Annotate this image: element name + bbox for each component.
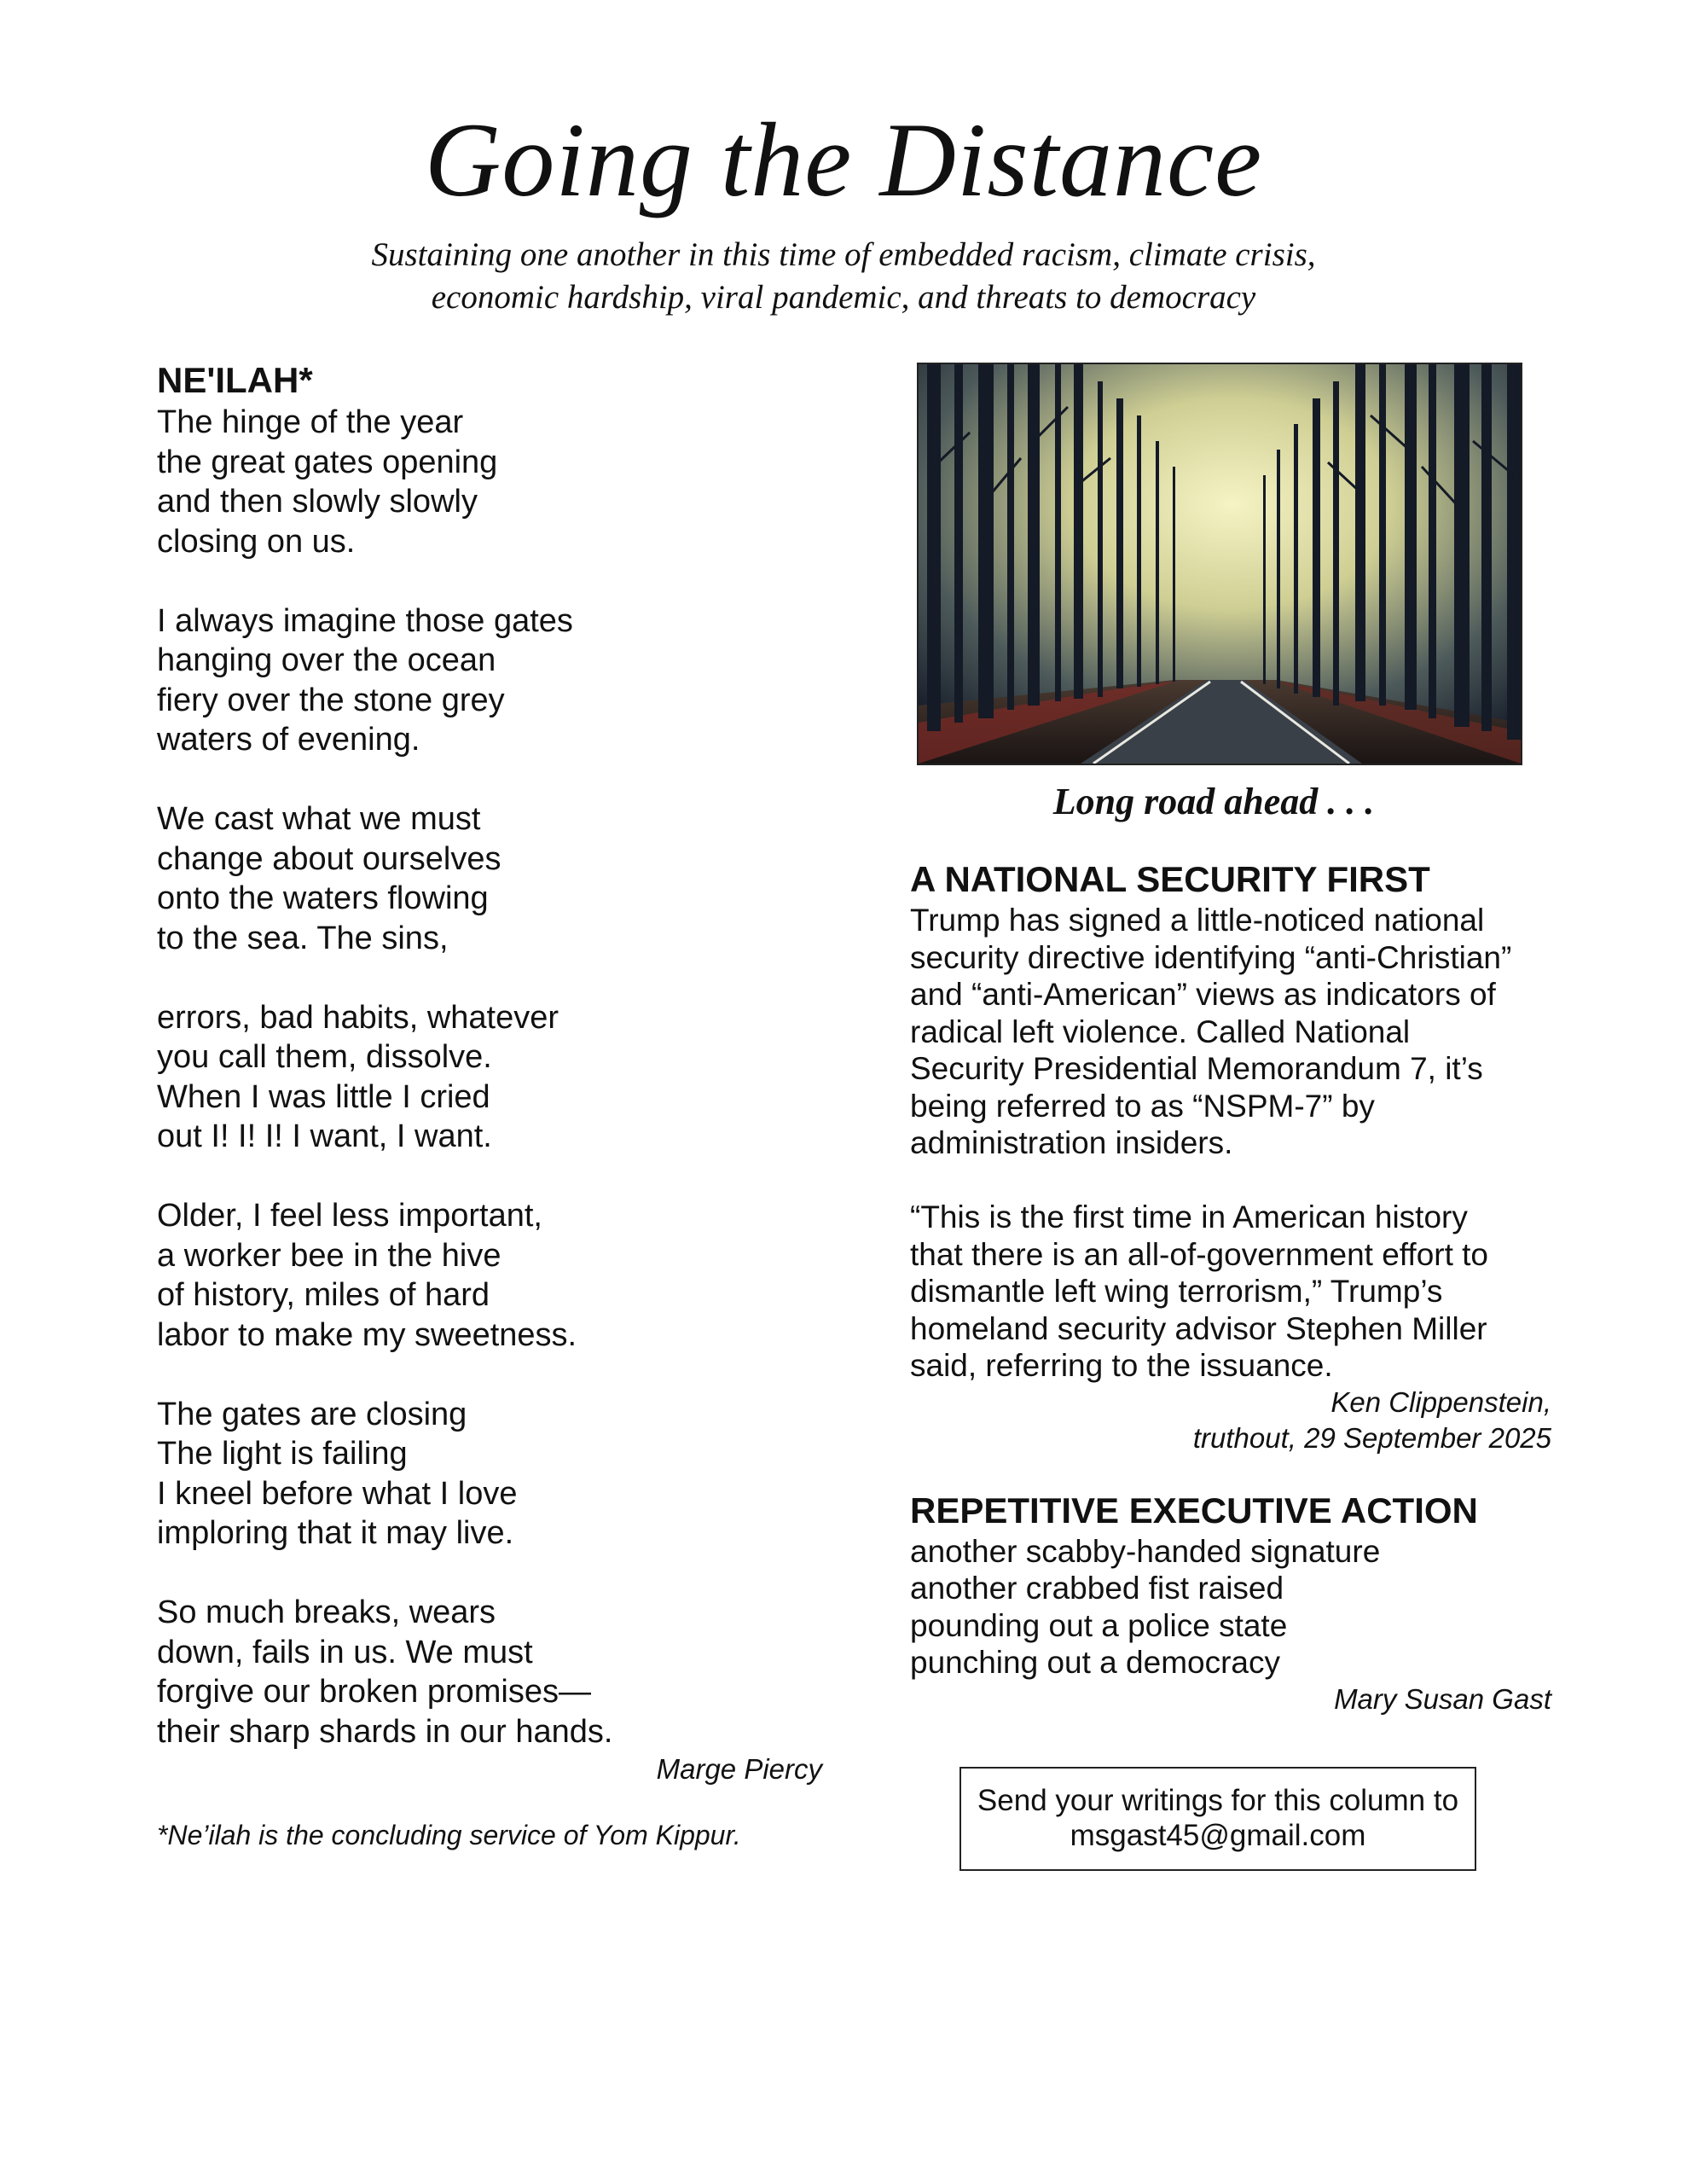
- poem-line: fiery over the stone grey: [157, 682, 505, 718]
- article-line: “This is the first time in American history: [910, 1199, 1468, 1234]
- photo-figure: [910, 363, 1551, 825]
- poem-line: Older, I feel less important,: [157, 1198, 542, 1234]
- article-heading: A NATIONAL SECURITY FIRST: [910, 859, 1430, 899]
- poem-stanza: [157, 799, 822, 958]
- poem-stanza: [157, 998, 822, 1157]
- article-line: Trump has signed a little-noticed national: [910, 903, 1485, 938]
- poem-line: hanging over the ocean: [157, 642, 496, 678]
- article-author: Mary Susan Gast: [1334, 1682, 1551, 1715]
- article-byline: [910, 1385, 1551, 1456]
- submission-box: [959, 1767, 1476, 1871]
- poem-line: forgive our broken promises—: [157, 1674, 591, 1710]
- poem-line: We cast what we must: [157, 801, 481, 837]
- submission-text: Send your writings for this column to: [977, 1784, 1459, 1817]
- article-body: [910, 902, 1551, 1385]
- right-column: [910, 363, 1551, 1717]
- article-paragraph: [910, 902, 1551, 1162]
- poem-column: [157, 358, 822, 1852]
- article-line: another scabby-handed signature: [910, 1533, 1381, 1569]
- article-body: [910, 1533, 1551, 1682]
- poem-line: onto the waters flowing: [157, 880, 489, 916]
- poem-line: to the sea. The sins,: [157, 920, 449, 956]
- poem-line: The gates are closing: [157, 1396, 467, 1432]
- poem-line: So much breaks, wears: [157, 1594, 496, 1630]
- poem-line: imploring that it may live.: [157, 1515, 514, 1551]
- poem-line: the great gates opening: [157, 444, 498, 480]
- poem-line: waters of evening.: [157, 722, 420, 758]
- poem-line: change about ourselves: [157, 840, 501, 877]
- subtitle-line: Sustaining one another in this time of embedded racism, climate crisis,: [371, 236, 1316, 273]
- poem-stanza: [157, 403, 822, 561]
- article-national-security: [910, 857, 1551, 1456]
- article-executive-action: [910, 1489, 1551, 1717]
- poem-line: and then slowly slowly: [157, 484, 478, 520]
- poem-body: [157, 403, 822, 1751]
- page-title: Going the Distance: [424, 102, 1263, 218]
- poem-stanza: [157, 1593, 822, 1751]
- article-line: punching out a democracy: [910, 1645, 1280, 1680]
- poem-footnote: *Ne’ilah is the concluding service of Yom Kippur.: [157, 1820, 741, 1850]
- poem-line: a worker bee in the hive: [157, 1237, 501, 1274]
- poem-line: their sharp shards in our hands.: [157, 1713, 613, 1750]
- poem-line: out I! I! I! I want, I want.: [157, 1118, 492, 1154]
- forest-road-photo: [917, 363, 1522, 765]
- article-line: administration insiders.: [910, 1125, 1233, 1160]
- article-line: radical left violence. Called National: [910, 1014, 1411, 1049]
- article-line: another crabbed fist raised: [910, 1571, 1284, 1606]
- article-line: dismantle left wing terrorism,” Trump’s: [910, 1274, 1443, 1309]
- article-heading: REPETITIVE EXECUTIVE ACTION: [910, 1490, 1478, 1531]
- poem-line: The light is failing: [157, 1436, 408, 1472]
- poem-line: The hinge of the year: [157, 404, 464, 440]
- article-line: that there is an all-of-government effort to: [910, 1236, 1489, 1272]
- photo-caption: Long road ahead . . .: [1052, 781, 1375, 822]
- poem-line: I always imagine those gates: [157, 602, 573, 639]
- submission-email[interactable]: msgast45@gmail.com: [1070, 1819, 1366, 1852]
- subtitle-line: economic hardship, viral pandemic, and threats to democracy: [431, 279, 1256, 316]
- poem-line: closing on us.: [157, 523, 356, 560]
- poem-stanza: [157, 1395, 822, 1554]
- masthead: [0, 101, 1687, 319]
- poem-author: Marge Piercy: [656, 1753, 822, 1785]
- byline-author: Ken Clippenstein,: [1330, 1385, 1551, 1418]
- article-line: said, referring to the issuance.: [910, 1348, 1333, 1383]
- forest-road-image: [919, 364, 1521, 764]
- article-line: Security Presidential Memorandum 7, it’s: [910, 1051, 1483, 1086]
- poem-stanza: [157, 601, 822, 760]
- poem-heading: NE'ILAH*: [157, 360, 313, 400]
- page-subtitle: [0, 234, 1687, 319]
- poem-line: labor to make my sweetness.: [157, 1316, 577, 1353]
- poem-line: When I was little I cried: [157, 1078, 490, 1115]
- poem-line: down, fails in us. We must: [157, 1634, 533, 1670]
- poem-line: you call them, dissolve.: [157, 1039, 492, 1075]
- byline-source: truthout, 29 September 2025: [1192, 1421, 1551, 1454]
- article-line: security directive identifying “anti-Christian”: [910, 939, 1512, 975]
- poem-line: of history, miles of hard: [157, 1277, 490, 1313]
- article-line: pounding out a police state: [910, 1607, 1288, 1643]
- poem-stanza: [157, 1196, 822, 1355]
- article-line: being referred to as “NSPM-7” by: [910, 1088, 1375, 1124]
- article-line: homeland security advisor Stephen Miller: [910, 1310, 1487, 1346]
- article-line: and “anti-American” views as indicators of: [910, 977, 1496, 1012]
- article-paragraph: [910, 1199, 1551, 1385]
- poem-line: I kneel before what I love: [157, 1475, 518, 1512]
- poem-line: errors, bad habits, whatever: [157, 999, 559, 1036]
